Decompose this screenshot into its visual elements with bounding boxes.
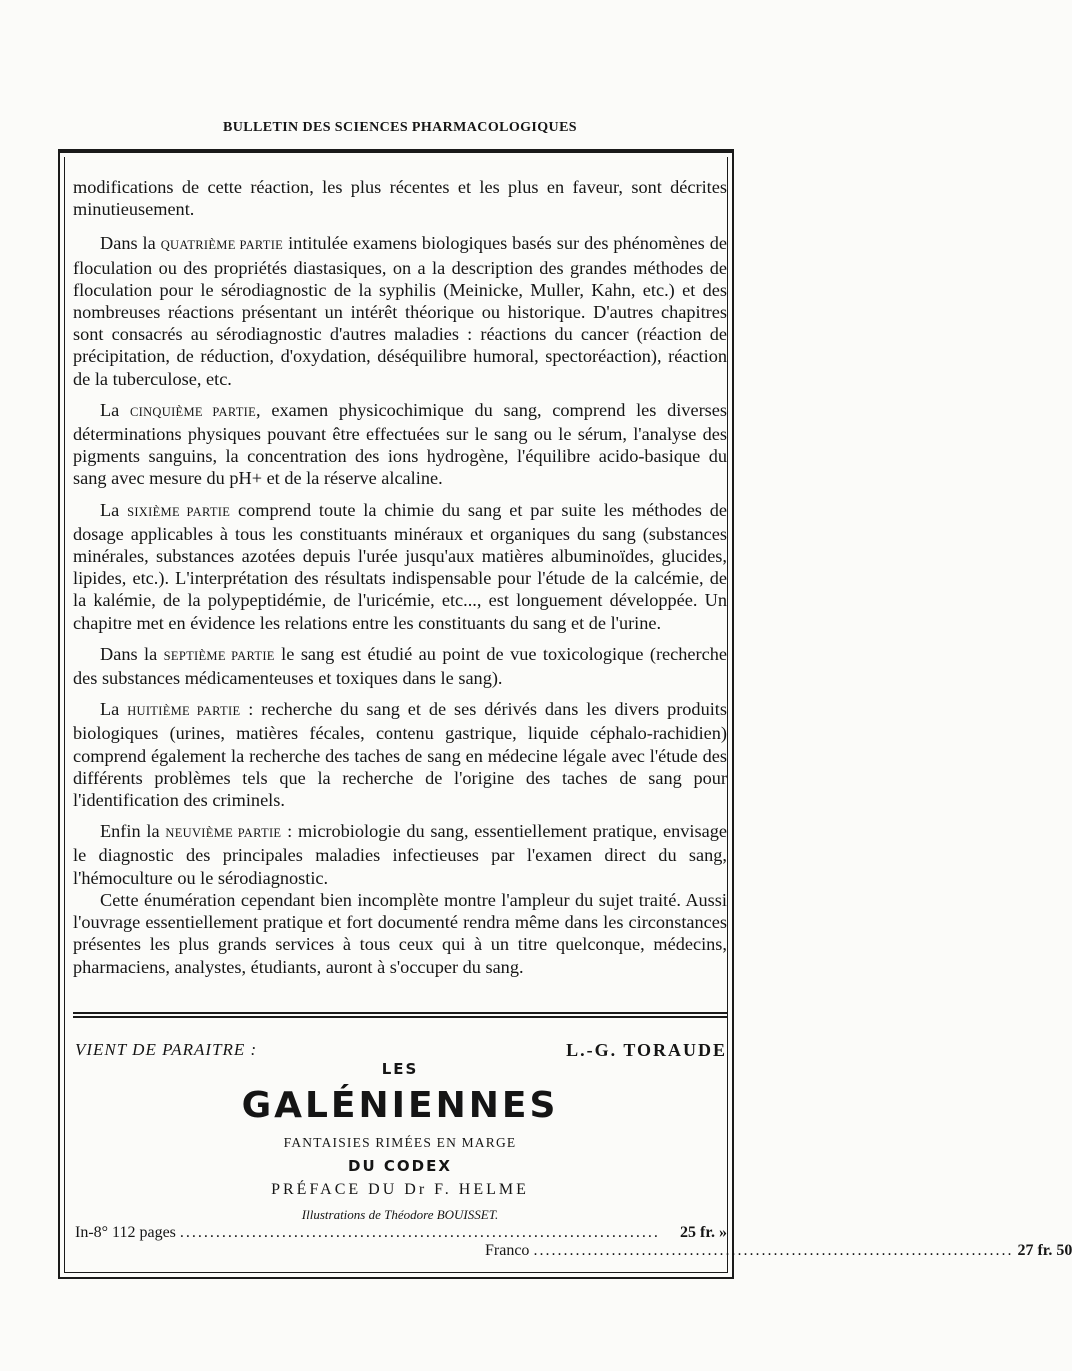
book-subtitle: FANTAISIES RIMÉES EN MARGE [283, 1135, 517, 1150]
title-article: LES [381, 1060, 419, 1078]
part-label: NEUVIÈME PARTIE [165, 826, 282, 841]
author-name: L.-G. TORAUDE [566, 1040, 727, 1060]
franco-label: Franco [485, 1242, 530, 1259]
paragraph-cinquieme: La CINQUIÈME PARTIE, examen physicochimique du sang, comprend les diverses déterminations physiques pouvant être effectuées sur le sang ou le sérum, l'analyse des pigments sanguins, la concentration des ions hydrogène, l'équilibre acido-basique du sang avec mesure du pH+ et de la réserve alcaline. [73, 399, 727, 489]
paragraph-neuvieme: Enfin la NEUVIÈME PARTIE : microbiologie du sang, essentiellement pratique, envisage le diagnostic des principales maladies infectieuses par l'examen direct du sang, l'hémoculture ou le sérodiagnostic. [73, 821, 727, 888]
book-subtitle-codex: DU CODEX [348, 1157, 452, 1175]
part-label: HUITIÈME PARTIE [127, 704, 241, 719]
paragraph-quatrieme: Dans la QUATRIÈME PARTIE intitulée examens biologiques basés sur des phénomènes de floculation ou des propriétés diastasiques, on a la description des grandes méthodes de floculation pour le sérodiagnostic de la syphilis (Meinicke, Muller, Kahn, etc.) et des nombreuses réactions présentant un intérêt théorique ou historique. D'autres chapitres sont consacrés au sérodiagnostic d'autres maladies : réactions du cancer (réaction de précipitation, de réduction, d'oxydation, déséquilibre humoral, spectoréaction), réaction de la tuberculose, etc. [73, 233, 728, 389]
announcement-label: VIENT DE PARAITRE : [75, 1040, 258, 1059]
double-rule-divider [73, 1012, 727, 1018]
paragraph-conclusion: Cette énumération cependant bien incomplète montre l'ampleur du sujet traité. Aussi l'ouvrage essentiellement pratique et fort documenté rendra même dans les circonstances présentes les plus grands services à tous ceux qui à un titre quelconque, médecins, pharmaciens, analystes, étudiants, auront à s'occuper du sang. [73, 889, 727, 977]
part-label: CINQUIÈME PARTIE [130, 404, 257, 419]
paragraph-septieme: Dans la SEPTIÈME PARTIE le sang est étudié au point de vue toxicologique (recherche des substances médicamenteuses et toxiques dans le sang). [73, 643, 727, 689]
running-header: BULLETIN DES SCIENCES PHARMACOLOGIQUES [223, 120, 577, 135]
part-label: SIXIÈME PARTIE [127, 504, 231, 519]
format-label: In-8° 112 pages [75, 1224, 176, 1241]
price-row-franco [485, 1242, 1072, 1260]
paragraph-continuation: modifications de cette réaction, les plus récentes et les plus en faveur, sont décrites minutieusement. [73, 177, 727, 220]
preface-credit: PRÉFACE DU Dr F. HELME [271, 1181, 529, 1198]
illustration-credit: Illustrations de Théodore BOUISSET. [301, 1207, 499, 1222]
paragraph-sixieme: La SIXIÈME PARTIE comprend toute la chimie du sang et par suite les méthodes de dosage applicables à tous les constituants minéraux et organiques du sang (substances minérales, substances azotées depuis l'urée jusqu'aux matières albuminoïdes, glucides, lipides, etc.). L'interprétation des résultats indispensable pour l'étude de la calcémie, de la kalémie, de la polypeptidémie, de l'uricémie, etc..., est longuement développée. Un chapitre met en évidence les relations entre les constituants du sang et de l'urine. [73, 499, 727, 633]
paragraph-huitieme: La HUITIÈME PARTIE : recherche du sang et de ses dérivés dans les divers produits biologiques (urines, matières fécales, contenu gastrique, liquide céphalo-rachidien) comprend également la recherche des taches de sang en médecine légale avec l'étude des différents problèmes tels que la recherche de l'origine des taches de sang pour l'identification des criminels. [73, 699, 727, 811]
leader-dots: ................................................................................ [533, 1242, 1014, 1259]
book-title: GALÉNIENNES [241, 1085, 559, 1126]
price-row-format [75, 1224, 727, 1242]
price-value: 25 fr. » [680, 1224, 727, 1241]
part-label: SEPTIÈME PARTIE [163, 648, 275, 663]
price-value: 27 fr. 50 [1017, 1242, 1072, 1259]
book-review-text [73, 176, 727, 987]
leader-dots: ................................................................................ [179, 1224, 660, 1241]
part-label: QUATRIÈME PARTIE [160, 238, 284, 253]
